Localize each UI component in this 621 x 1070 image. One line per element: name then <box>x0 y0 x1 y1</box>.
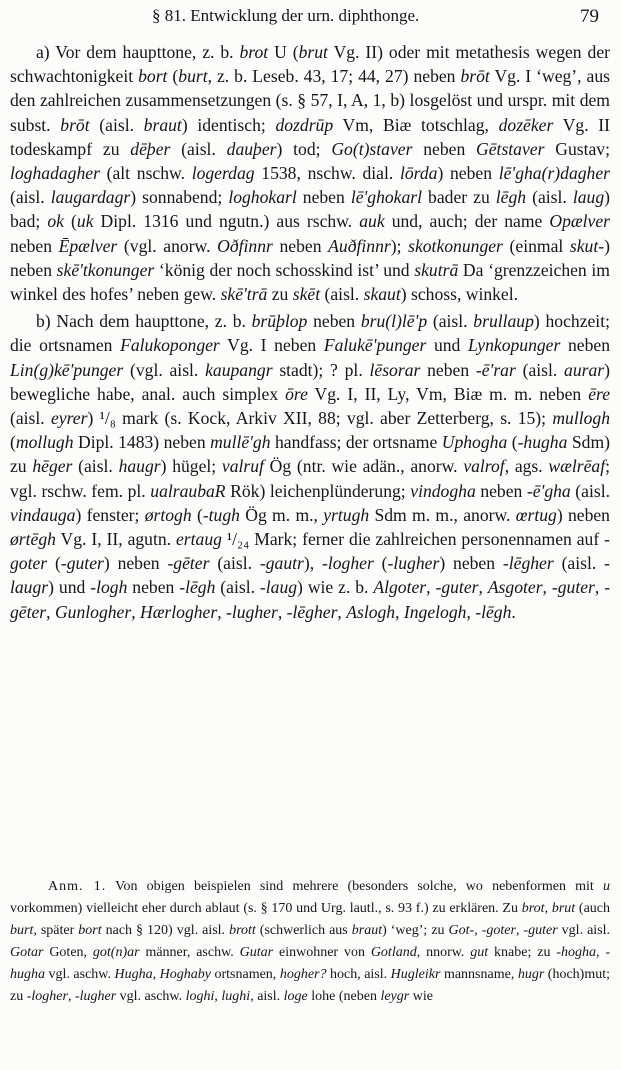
paragraph-b: b) Nach dem haupttone, z. b. brūþlop neben bru(l)lē'p (aisl. brullaup) hochzeit; die ortsnamen Falukoponger Vg. I neben Falukē'punger und Lynkopunger neben Lin(g)kē'punger (vgl. aisl. kaupangr stadt); ? pl. lēsorar neben -ē'rar (aisl. aurar) bewegliche habe, anal. auch simplex ōre Vg. I, II, Ly, Vm, Biæ m. m. neben ēre (aisl. eyrer) ¹/₈ mark (s. Kock, Arkiv XII, 88; vgl. aber Zetterberg, s. 15); mullogh (mollugh Dipl. 1483) neben mullē'gh handfass; der ortsname Uphogha (-hugha Sdm) zu hēger (aisl. haugr) hügel; valruf Ög (ntr. wie adän., anorw. valrof, ags. wælrēaf; vgl. rschw. fem. pl. ualraubaR Rök) leichenplünderung; vindogha neben -ē'gha (aisl. vindauga) fenster; ørtogh (-tugh Ög m. m., yrtugh Sdm m. m., anorw. œrtug) neben ørtēgh Vg. I, II, agutn. ertaug ¹/₂₄ Mark; ferner die zahlreichen personennamen auf -goter (-guter) neben -gēter (aisl. -gautr), -logher (-lugher) neben -lēgher (aisl. -laugr) und -logh neben -lēgh (aisl. -laug) wie z. b. Algoter, -guter, Asgoter, -guter, -gēter, Gunlogher, Hærlogher, -lugher, -lēgher, Aslogh, Ingelogh, -lēgh. <box>10 311 611 622</box>
running-header <box>12 4 609 30</box>
annotation-label: Anm. 1. <box>48 879 107 894</box>
annotation-paragraph <box>10 876 610 1009</box>
annotation-text: Von obigen beispielen sind mehrere (besonders solche, wo nebenformen mit u vorkommen) vielleicht eher durch ablaut (s. § 170 und Urg. lautl., s. 93 f.) zu erklären. Zu brot, brut (auch burt, später bort nach § 120) vgl. aisl. brott (schwerlich aus braut) ‘weg’; zu Got-, -goter, -guter vgl. aisl. Gotar Goten, got(n)ar männer, aschw. Gutar einwohner von Gotland, nnorw. gut knabe; zu -hogha, -hugha vgl. aschw. Hugha, Hoghaby ortsnamen, hogher? hoch, aisl. Hugleikr mannsname, hugr (hoch)mut; zu -logher, -lugher vgl. aschw. loghi, lughi, aisl. loge lohe (neben leygr wie <box>10 879 611 1005</box>
paragraph-a: a) Vor dem haupttone, z. b. brot U (brut Vg. II) oder mit metathesis wegen der schwachtonigkeit bort (burt, z. b. Leseb. 43, 17; 44, 27) neben brōt Vg. I ‘weg’, aus den zahlreichen zusammensetzungen (s. § 57, I, A, 1, b) losgelöst und urspr. mit dem subst. brōt (aisl. braut) identisch; dozdrūp Vm, Biæ totschlag, dozēker Vg. II todeskampf zu dēþer (aisl. dauþer) tod; Go(t)staver neben Gētstaver Gustav; loghadagher (alt nschw. logerdag 1538, nschw. dial. lōrda) neben lē'gha(r)dagher (aisl. laugardagr) sonnabend; loghokarl neben lē'ghokarl bader zu lēgh (aisl. laug) bad; ok (uk Dipl. 1316 und ngutn.) aus rschw. auk und, auch; der name Opælver neben Ēpælver (vgl. anorw. Oðfinnr neben Auðfinnr); skotkonunger (einmal skut-) neben skē'tkonunger ‘könig der noch schosskind ist’ und skutrā Da ‘grenzzeichen im winkel des hofes’ neben gew. skē'trā zu skēt (aisl. skaut) schoss, winkel. <box>10 42 610 305</box>
annotation <box>10 876 610 1009</box>
main-text <box>10 40 610 624</box>
page-number: 79 <box>580 6 599 27</box>
section-title: § 81. Entwicklung der urn. diphthonge. <box>152 6 420 25</box>
